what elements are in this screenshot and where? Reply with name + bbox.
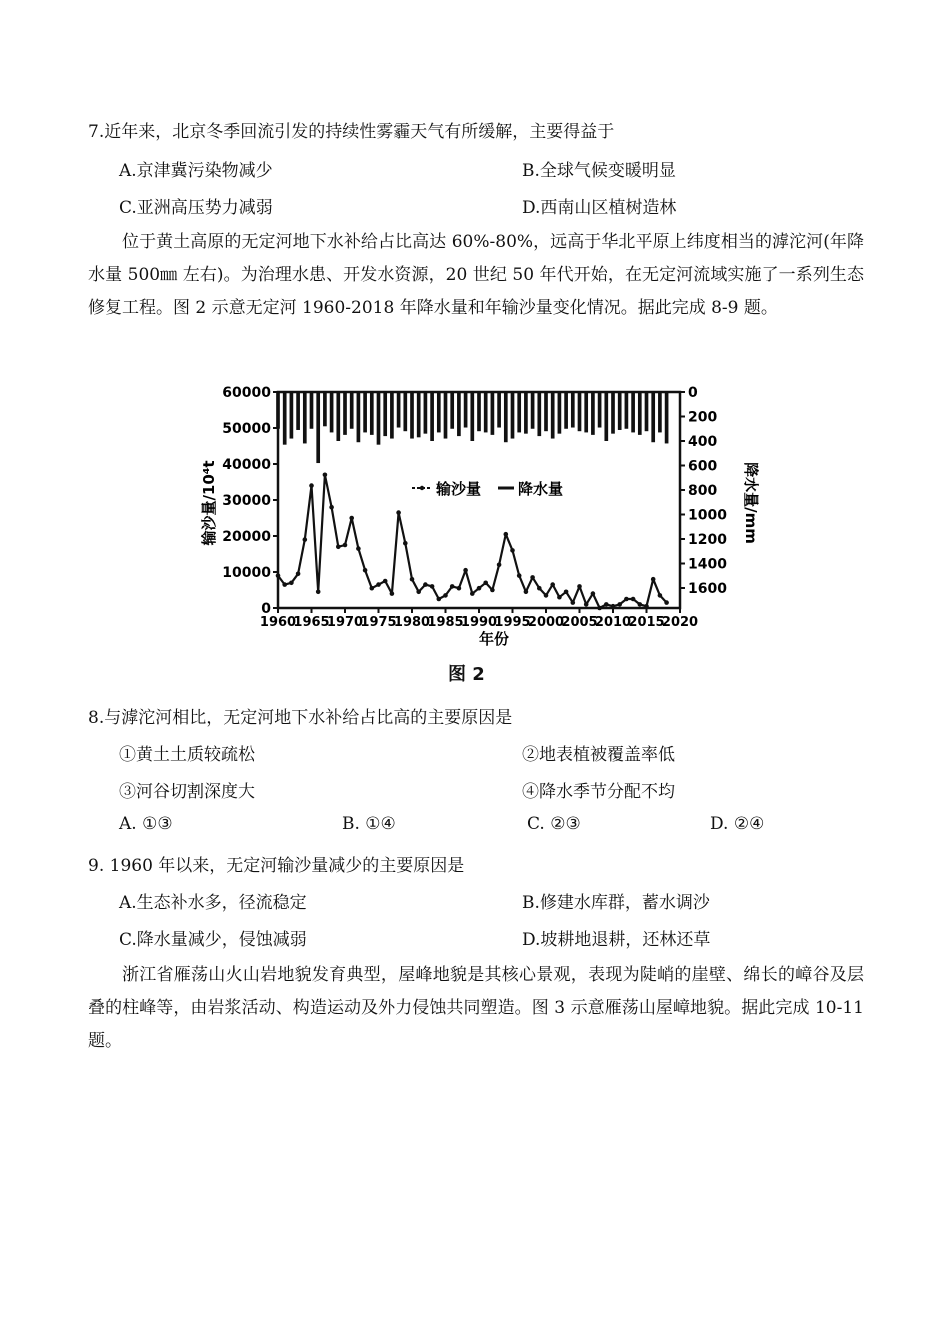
precip-bar — [604, 392, 608, 441]
precip-bar — [651, 392, 655, 442]
precip-bar — [363, 392, 367, 432]
sediment-point — [276, 573, 281, 578]
y-right-tick-label: 400 — [688, 434, 718, 450]
precip-bar — [390, 392, 394, 439]
precip-bar — [470, 392, 474, 441]
sediment-point — [624, 597, 629, 602]
precip-bar — [296, 392, 300, 430]
x-tick-label: 1990 — [460, 615, 498, 630]
q8-option-c: C. ②③ — [527, 814, 581, 834]
sediment-point — [323, 473, 328, 478]
q9-option-d: D.坡耕地退耕，还林还草 — [522, 930, 711, 950]
sediment-point — [537, 586, 542, 591]
y-right-tick-label: 1600 — [688, 581, 727, 597]
precip-bar — [551, 392, 555, 439]
precip-bar — [491, 392, 495, 435]
passage-wuding-river: 位于黄土高原的无定河地下水补给占比高达 60%-80%，远高于华北平原上纬度相当的滹沱河(年降水量 500㎜ 左右)。为治理水患、开发水资源，20 世纪 50 年代开始，在无定河流域实施了一系列生态修复工程。图 2 示意无定河 1960-2018 年降水量和年输沙量变化情况。据此完成 8-9 题。 — [88, 232, 864, 318]
precip-bar — [424, 392, 428, 434]
precip-bar — [558, 392, 562, 434]
sediment-point — [396, 510, 401, 515]
precip-bar — [511, 392, 515, 439]
sediment-point — [550, 582, 555, 587]
precip-bar — [350, 392, 354, 429]
precip-bar — [584, 392, 588, 432]
q7-option-c: C.亚洲高压势力减弱 — [119, 198, 273, 218]
y-left-tick-label: 60000 — [222, 385, 271, 401]
y-left-tick-label: 30000 — [222, 493, 271, 509]
sediment-point — [651, 577, 656, 582]
precip-bar — [578, 392, 582, 431]
precip-bar — [477, 392, 481, 431]
sediment-point — [504, 532, 509, 537]
sediment-point — [483, 581, 488, 586]
precip-bar — [377, 392, 381, 445]
precip-bar — [316, 392, 320, 463]
precip-bar — [484, 392, 488, 432]
x-tick-label: 2000 — [527, 615, 565, 630]
y-right-tick-label: 1400 — [688, 556, 727, 573]
precip-bar — [290, 392, 294, 439]
legend-precip-label: 降水量 — [518, 480, 564, 498]
precip-bar — [611, 392, 615, 434]
figure-2-caption: 图 2 — [448, 664, 485, 685]
precip-bars — [276, 392, 668, 463]
q8-option-b: B. ①④ — [342, 814, 396, 834]
x-tick-label: 1960 — [259, 615, 297, 630]
sediment-point — [443, 593, 448, 598]
q8-item-1: ①黄土土质较疏松 — [119, 745, 255, 765]
precip-bar — [618, 392, 622, 430]
sediment-point — [577, 584, 582, 589]
y-left-tick-label: 40000 — [222, 457, 271, 473]
sediment-point — [544, 593, 549, 598]
sediment-point — [316, 590, 321, 595]
q8-item-3: ③河谷切割深度大 — [119, 782, 255, 802]
precip-bar — [631, 392, 635, 432]
precip-bar — [430, 392, 434, 441]
sediment-point — [490, 588, 495, 593]
precip-bar — [403, 392, 407, 431]
y-right-tick-label: 800 — [688, 483, 718, 499]
sediment-point — [336, 545, 341, 550]
precip-bar — [310, 392, 314, 429]
q8-option-d: D. ②④ — [710, 814, 765, 834]
precip-bar — [598, 392, 602, 428]
sediment-point — [591, 591, 596, 596]
passage-yandang-mountain: 浙江省雁荡山火山岩地貌发育典型，屋峰地貌是其核心景观，表现为陡峭的崖壁、绵长的嶂谷及层叠的柱峰等，由岩浆活动、构造运动及外力侵蚀共同塑造。图 3 示意雁荡山屋嶂地貌。据此完成 10-11 题。 — [88, 965, 864, 1051]
sediment-point — [450, 584, 455, 589]
precip-bar — [410, 392, 414, 439]
precip-bar — [544, 392, 548, 431]
precip-bar — [464, 392, 468, 428]
y-right-tick-label: 1200 — [688, 532, 727, 548]
sediment-point — [584, 602, 589, 607]
precip-bar — [457, 392, 461, 436]
precip-bar — [444, 392, 448, 439]
sediment-point — [416, 590, 421, 595]
precip-bar — [437, 392, 441, 432]
precip-bar — [370, 392, 374, 435]
sediment-point — [658, 593, 663, 598]
q7-option-a: A.京津冀污染物减少 — [119, 161, 273, 181]
precip-bar — [383, 392, 387, 436]
x-tick-label: 1965 — [293, 615, 330, 630]
sediment-point — [356, 546, 361, 551]
sediment-point — [423, 582, 428, 587]
sediment-point — [363, 568, 368, 573]
x-tick-label: 2010 — [594, 615, 632, 630]
precip-bar — [336, 392, 340, 441]
q7-option-b: B.全球气候变暖明显 — [522, 161, 676, 181]
sediment-point — [611, 604, 616, 609]
sediment-point — [403, 541, 408, 546]
y-right-tick-label: 1000 — [688, 507, 727, 524]
q8-option-a: A. ①③ — [119, 814, 173, 834]
q7-stem: 7.近年来，北京冬季回流引发的持续性雾霾天气有所缓解，主要得益于 — [88, 122, 615, 142]
sediment-point — [557, 595, 562, 600]
sediment-point — [631, 597, 636, 602]
q9-option-c: C.降水量减少，侵蚀减弱 — [119, 930, 307, 950]
sediment-point — [457, 586, 462, 591]
x-axis-label: 年份 — [478, 630, 510, 648]
q9-stem: 9. 1960 年以来，无定河输沙量减少的主要原因是 — [88, 856, 465, 876]
sediment-point — [383, 579, 388, 584]
precip-bar — [504, 392, 508, 442]
precip-bar — [571, 392, 575, 428]
precip-bar — [645, 392, 649, 431]
x-tick-label: 1995 — [494, 615, 531, 630]
sediment-point — [309, 483, 314, 488]
precip-bar — [417, 392, 421, 437]
sediment-point — [477, 586, 482, 591]
legend-sediment-label: 输沙量 — [436, 480, 482, 498]
sediment-point — [390, 591, 395, 596]
sediment-point — [343, 543, 348, 548]
sediment-point — [329, 505, 334, 510]
y-axis-left-label: 输沙量/10⁴t — [200, 460, 218, 546]
chart-legend — [412, 480, 563, 498]
legend-sediment-marker — [420, 486, 424, 490]
precip-bar — [524, 392, 528, 434]
sediment-point — [349, 516, 354, 521]
sediment-point — [564, 590, 569, 595]
q8-item-4: ④降水季节分配不均 — [522, 782, 675, 802]
precip-bar — [497, 392, 501, 428]
sediment-point — [296, 572, 301, 577]
sediment-point — [430, 584, 435, 589]
q8-stem: 8.与滹沱河相比，无定河地下水补给占比高的主要原因是 — [88, 708, 513, 728]
precip-bar — [658, 392, 662, 432]
sediment-point — [289, 581, 294, 586]
sediment-point — [510, 548, 515, 553]
sediment-point — [376, 582, 381, 587]
sediment-point — [644, 604, 649, 609]
sediment-point — [664, 600, 669, 605]
precip-bar — [531, 392, 535, 429]
sediment-point — [470, 591, 475, 596]
sediment-point — [370, 586, 375, 591]
x-tick-label: 1985 — [427, 615, 464, 630]
precip-bar — [330, 392, 334, 432]
x-tick-label: 2020 — [661, 615, 699, 630]
precip-bar — [517, 392, 521, 432]
sediment-point — [530, 575, 535, 580]
y-left-tick-label: 50000 — [222, 421, 271, 437]
q8-item-2: ②地表植被覆盖率低 — [522, 745, 675, 765]
precip-bar — [323, 392, 327, 426]
y-left-tick-label: 20000 — [222, 529, 271, 545]
figure-2-chart — [200, 378, 760, 656]
sediment-point — [597, 606, 602, 611]
precip-bar — [638, 392, 642, 435]
precip-bar — [397, 392, 401, 428]
precip-bar — [591, 392, 595, 435]
sediment-point — [410, 577, 415, 582]
x-tick-label: 2005 — [561, 615, 598, 630]
q9-option-a: A.生态补水多，径流稳定 — [119, 893, 307, 913]
sediment-point — [638, 602, 643, 607]
sediment-point — [497, 563, 502, 568]
x-tick-label: 1970 — [326, 615, 364, 630]
precip-bar — [450, 392, 454, 429]
sediment-point — [604, 602, 609, 607]
sediment-point — [571, 600, 576, 605]
q9-option-b: B.修建水库群，蓄水调沙 — [522, 893, 710, 913]
y-axis-right-label: 降水量/mm — [742, 462, 760, 544]
precip-bar — [303, 392, 307, 443]
q7-option-d: D.西南山区植树造林 — [522, 198, 677, 218]
sediment-point — [524, 590, 529, 595]
sediment-point — [617, 602, 622, 607]
precip-bar — [625, 392, 629, 429]
precip-bar — [357, 392, 361, 442]
precip-bar — [564, 392, 568, 429]
sediment-point — [303, 537, 308, 542]
precip-bar — [537, 392, 541, 436]
y-left-tick-label: 10000 — [222, 565, 271, 581]
sediment-point — [517, 573, 522, 578]
y-left-tick-label: 0 — [261, 601, 271, 617]
x-tick-label: 1980 — [393, 615, 431, 630]
precip-bar — [343, 392, 347, 435]
y-right-tick-label: 600 — [688, 458, 718, 475]
sediment-point — [463, 568, 468, 573]
precip-bar — [665, 392, 669, 443]
y-right-tick-label: 200 — [688, 409, 718, 426]
sediment-point — [437, 597, 442, 602]
x-tick-label: 1975 — [360, 615, 397, 630]
precip-bar — [283, 392, 287, 445]
y-right-tick-label: 0 — [688, 385, 698, 401]
sediment-point — [282, 582, 287, 587]
x-tick-label: 2015 — [628, 615, 665, 630]
